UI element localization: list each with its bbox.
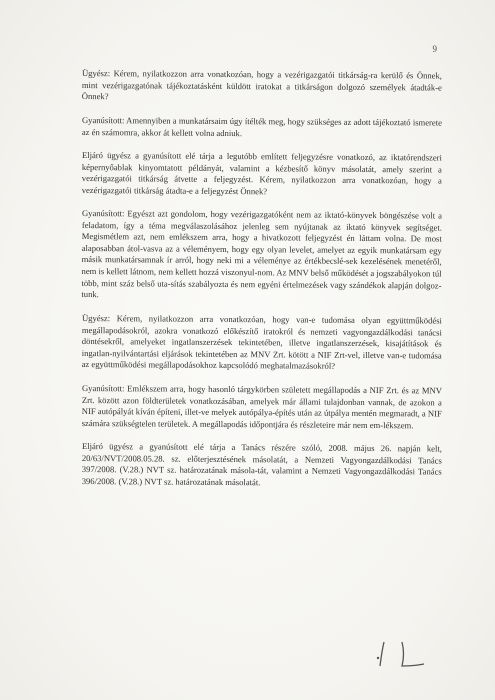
handwritten-signature (368, 632, 448, 672)
page-number: 9 (432, 44, 437, 54)
paragraph-suspect-answer-1: Gyanúsított: Amennyiben a munkatársaim úgy ítélték meg, hogy szükséges az adott tájékoztató ismerete az én számomra, akkor át kellett volna adniuk. (81, 114, 442, 138)
paragraph-prosecutor-question-1: Ügyész: Kérem, nyilatkozzon arra vonatkozóan, hogy a vezérigazgatói titkárság-ra kerülő és Önnek, mint vezérigazgatónak tájékoztatásként küldött iratokat a titkárságon dolgozó személyek átadták-e Önnek? (81, 68, 442, 102)
paragraph-prosecutor-presents-document-1: Eljáró ügyész a gyanúsított elé tárja a legutóbb említett feljegyzésre vonatkozó, az iktatórendszeri képernyőablak kinyomtatott példányát, valamint a kézbesítő könyv másolatát, amely szerint a vezérigazgatói titkárság átvette a feljegyzést. Kérem, nyilatkozzon arra vonatkozóan, hogy a vezérigazgatói titkárság átadta-e a feljegyzést Önnek? (81, 149, 442, 197)
paragraph-suspect-answer-2: Gyanúsított: Egyészt azt gondolom, hogy vezérigazgatóként nem az iktató-könyvek böngészése volt a feladatom, így a téma megválaszolásához jelenleg sem nyújtanak az iktató könyvek segítséget. Megismétlem azt, nem emlékszem arra, hogy a hivatkozott feljegyzést én láttam volna. De most alaposabban átol-vasva az a véleményem, hogy egy olyan levelet, amelyet az egyik munkatársam egy másik munkatársamnak ír arról, hogy neki mi a véleménye az értékbecslé-sek kezelésének menetéről, nem is kellett látnom, nem kellett hozzá viszonyul-nom. Az MNV belső működését a jogszabályokon túl több, mint száz belső uta-sítás szabályozta és nem egyéni értelmezések vagy szándékok alapján dolgoz-tunk. (81, 208, 442, 300)
paragraph-prosecutor-question-2: Ügyész: Kérem, nyilatkozzon arra vonatkozóan, hogy van-e tudomása olyan együttműködési megállapodásokról, azokra vonatkozó előkészítő iratokról és nemzeti vagyongazdálkodási tanácsi döntésekről, amelyeket ingatlanszerzések tekintetében, illetve ingatlanszerzések, kisajátítások és ingatlan-nyilvántartási eljárások tekintetében az MNV Zrt. kötött a NIF Zrt-vel, illetve van-e tudomása az együttműködési megállapodásokhoz kapcsolódó meghatalmazásokról? (81, 313, 442, 372)
paragraph-suspect-answer-3: Gyanúsított: Emlékszem arra, hogy hasonló tárgykörben született megállapodás a NIF Zrt. és az MNV Zrt. között azon földterületek vonatkozásában, amelyek már állami tulajdonban vannak, de azokon a NIF autópályát kíván építeni, illet-ve melyek autópálya-építés után az útpálya mentén megmaradt, a NIF számára szükségtelen területek. A megállapodás időpontjára és részleteire már nem em-lékszem. (81, 383, 442, 431)
paragraph-prosecutor-presents-document-2: Eljáró ügyész a gyanúsított elé tárja a Tanács részére szóló, 2008. május 26. napján kelt, 20/63/NVT/2008.05.28. sz. előterjesztésének másolatát, a Nemzeti Vagyongazdálkodási Tanács 397/2008. (V.28.) NVT sz. határozatának másola-tát, valamint a Nemzeti Vagyongazdálkodási Tanács 396/2008. (V.28.) NVT sz. határozatának másolatát. (81, 441, 442, 488)
document-body (82, 68, 442, 500)
